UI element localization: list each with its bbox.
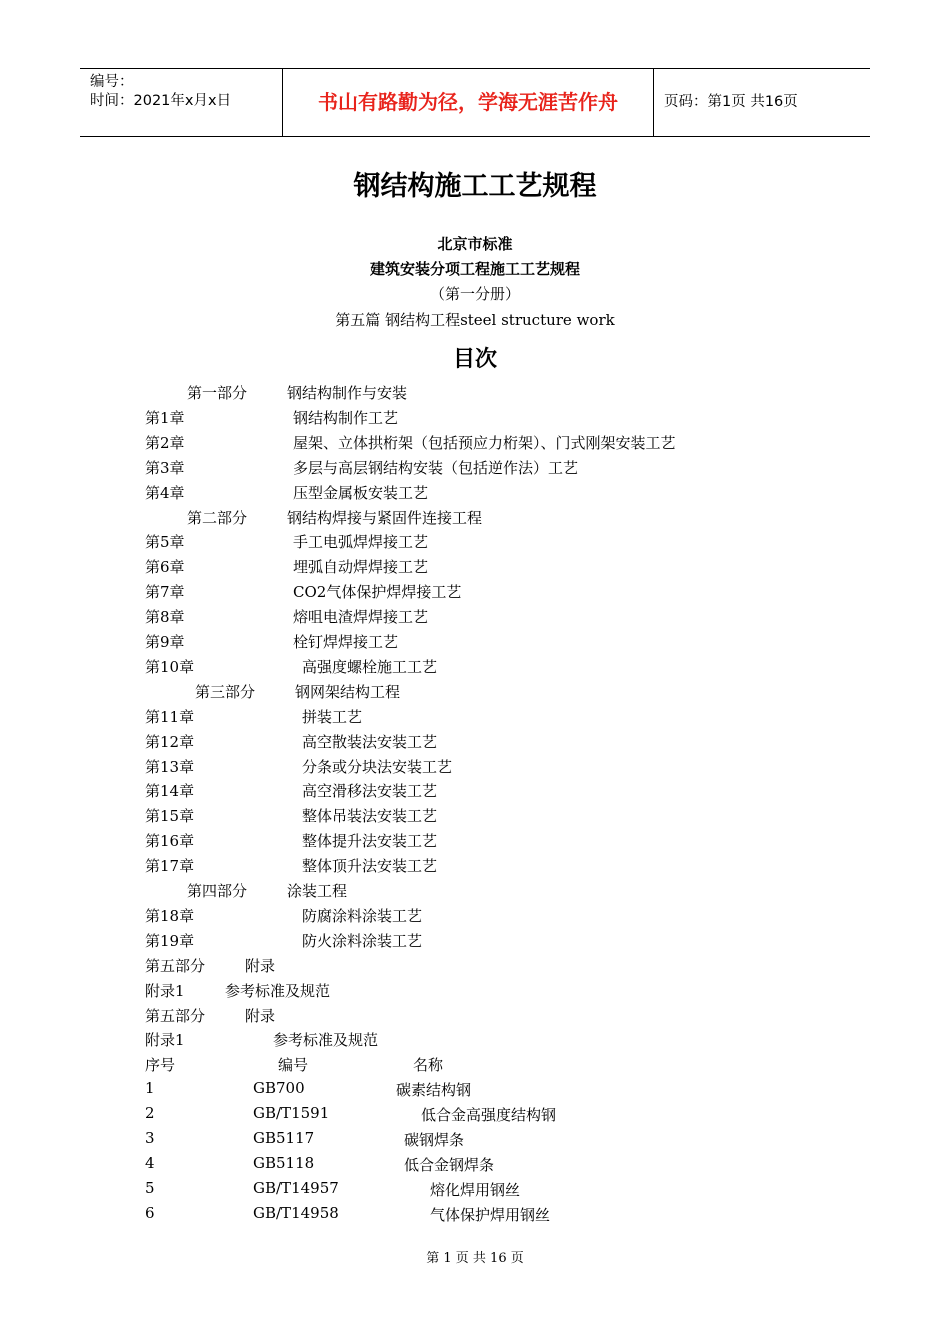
toc-item-title: 屋架、立体拱桁架（包括预应力桁架）、门式刚架安装工艺	[293, 433, 676, 452]
toc-item-number: 第10章	[145, 657, 195, 676]
toc-item	[0, 457, 950, 481]
standards-table-header	[0, 1054, 950, 1078]
table-cell: 2	[145, 1104, 155, 1123]
toc-item-title: 高强度螺栓施工工艺	[302, 657, 438, 676]
table-row	[0, 1154, 950, 1178]
toc-item-number: 第9章	[145, 633, 185, 651]
table-cell: 5	[145, 1178, 155, 1197]
toc-item-title: 钢结构制作工艺	[293, 408, 399, 427]
toc-item	[0, 980, 950, 1004]
toc-item-title: 钢结构制作与安装	[287, 384, 408, 402]
toc-item-title: 附录	[245, 956, 276, 975]
toc-item-title: 钢网架结构工程	[295, 682, 401, 701]
toc-item-title: 整体提升法安装工艺	[302, 832, 438, 851]
time-label: 时间：2021年x月x日	[90, 93, 232, 109]
column-header: 序号	[145, 1056, 176, 1075]
toc-item	[0, 482, 950, 506]
toc-item-title: 防腐涂料涂装工艺	[302, 906, 423, 925]
toc-item-number: 第17章	[145, 857, 195, 876]
table-cell: GB5117	[253, 1129, 315, 1147]
subtitle-volume: （第一分册）	[429, 285, 520, 303]
toc-item-number: 第五部分	[145, 956, 206, 975]
toc-item-title: 涂装工程	[287, 882, 348, 900]
toc-item-number: 第15章	[145, 807, 195, 826]
toc-item-number: 第18章	[145, 906, 195, 925]
toc-item	[0, 1005, 950, 1029]
toc-item-title: 参考标准及规范	[225, 981, 331, 1000]
toc-item-number: 第16章	[145, 832, 195, 851]
toc-item-number: 第5章	[145, 533, 185, 552]
toc-item-title: 压型金属板安装工艺	[293, 483, 429, 502]
toc-item	[0, 432, 950, 456]
toc-item-title: 分条或分块法安装工艺	[302, 757, 453, 776]
toc-item	[0, 631, 950, 655]
toc-item	[0, 681, 950, 705]
table-cell: 低合金钢焊条	[404, 1155, 495, 1174]
toc-item	[0, 855, 950, 879]
toc-item-number: 第2章	[145, 433, 185, 452]
table-cell: 1	[145, 1079, 155, 1098]
number-label: 编号：	[90, 74, 134, 90]
table-cell: GB5118	[253, 1153, 315, 1172]
toc-item-number: 第一部分	[187, 384, 248, 402]
toc-item	[0, 1029, 950, 1053]
toc-item-title: 栓钉焊焊接工艺	[293, 633, 399, 651]
toc-item	[0, 556, 950, 580]
table-row	[0, 1079, 950, 1103]
table-cell: 气体保护焊用钢丝	[430, 1205, 551, 1224]
table-cell: 熔化焊用钢丝	[430, 1180, 521, 1199]
table-row	[0, 1204, 950, 1228]
toc-item-title: 埋弧自动焊焊接工艺	[293, 558, 429, 577]
table-cell: 低合金高强度结构钢	[421, 1106, 557, 1125]
toc-item-title: 拼装工艺	[302, 707, 363, 726]
toc-item	[0, 531, 950, 555]
toc-item-title: 参考标准及规范	[273, 1031, 379, 1050]
toc-item	[0, 805, 950, 829]
toc-item	[0, 780, 950, 804]
toc-item-title: 熔咀电渣焊焊接工艺	[293, 608, 429, 627]
table-cell: 6	[145, 1203, 155, 1222]
table-row	[0, 1104, 950, 1128]
page-footer: 第 1 页 共 16 页	[426, 1251, 524, 1266]
toc-item-number: 第14章	[145, 782, 195, 801]
toc-item-number: 第6章	[145, 558, 185, 577]
header-motto: 书山有路勤为径，学海无涯苦作舟	[282, 69, 654, 136]
toc-item-number: 第1章	[145, 408, 185, 427]
toc-item	[0, 656, 950, 680]
toc-item-number: 第三部分	[195, 682, 256, 701]
toc-item-number: 附录1	[145, 1031, 185, 1050]
subtitle-standard: 北京市标准	[437, 235, 513, 253]
toc-item-number: 第13章	[145, 757, 195, 776]
toc-item	[0, 581, 950, 605]
toc-item	[0, 930, 950, 954]
subtitle-section: 第五篇 钢结构工程steel structure work	[335, 311, 615, 329]
toc-item	[0, 955, 950, 979]
toc-item	[0, 382, 950, 406]
toc-item	[0, 606, 950, 630]
table-row	[0, 1179, 950, 1203]
column-header: 编号	[278, 1056, 309, 1075]
toc-item-number: 第12章	[145, 732, 195, 751]
toc-item-title: 整体吊装法安装工艺	[302, 807, 438, 826]
toc-item-title: 附录	[245, 1006, 276, 1025]
header-page-info: 页码：第1页 共16页	[664, 94, 798, 110]
table-cell: GB700	[253, 1079, 305, 1098]
toc-item-number: 第四部分	[187, 882, 248, 900]
toc-item-title: 高空散装法安装工艺	[302, 732, 438, 751]
toc-item-number: 第二部分	[187, 508, 248, 527]
toc-item	[0, 905, 950, 929]
toc-heading: 目次	[452, 347, 497, 372]
toc-item-number: 第8章	[145, 608, 185, 627]
toc-item-title: 防火涂料涂装工艺	[302, 931, 423, 950]
table-row	[0, 1129, 950, 1153]
toc-item-number: 第11章	[145, 707, 195, 726]
table-cell: GB/T1591	[253, 1104, 330, 1123]
toc-item	[0, 731, 950, 755]
toc-item-title: 高空滑移法安装工艺	[302, 782, 438, 801]
toc-item	[0, 756, 950, 780]
toc-item-title: 钢结构焊接与紧固件连接工程	[287, 508, 483, 527]
toc-item-number: 第五部分	[145, 1006, 206, 1025]
toc-item	[0, 880, 950, 904]
toc-item-number: 第7章	[145, 583, 185, 602]
document-title: 钢结构施工工艺规程	[353, 171, 597, 202]
toc-item-title: CO2气体保护焊焊接工艺	[293, 583, 462, 602]
table-cell: 3	[145, 1129, 155, 1147]
toc-item	[0, 407, 950, 431]
column-header: 名称	[413, 1056, 444, 1075]
toc-item	[0, 507, 950, 531]
toc-item	[0, 830, 950, 854]
toc-item-number: 第19章	[145, 931, 195, 950]
toc-item-number: 第3章	[145, 458, 185, 477]
toc-item-title: 整体顶升法安装工艺	[302, 857, 438, 876]
table-cell: GB/T14957	[253, 1178, 339, 1197]
document-header	[80, 68, 870, 137]
toc-item	[0, 706, 950, 730]
table-cell: 4	[145, 1153, 155, 1172]
toc-item-title: 手工电弧焊焊接工艺	[293, 533, 429, 552]
table-cell: 碳钢焊条	[404, 1131, 465, 1149]
table-cell: 碳素结构钢	[396, 1081, 472, 1100]
toc-item-number: 附录1	[145, 981, 185, 1000]
header-meta	[80, 69, 282, 136]
subtitle-procedure: 建筑安装分项工程施工工艺规程	[369, 260, 580, 278]
toc-item-number: 第4章	[145, 483, 185, 502]
table-cell: GB/T14958	[253, 1203, 339, 1222]
toc-item-title: 多层与高层钢结构安装（包括逆作法）工艺	[293, 458, 579, 477]
